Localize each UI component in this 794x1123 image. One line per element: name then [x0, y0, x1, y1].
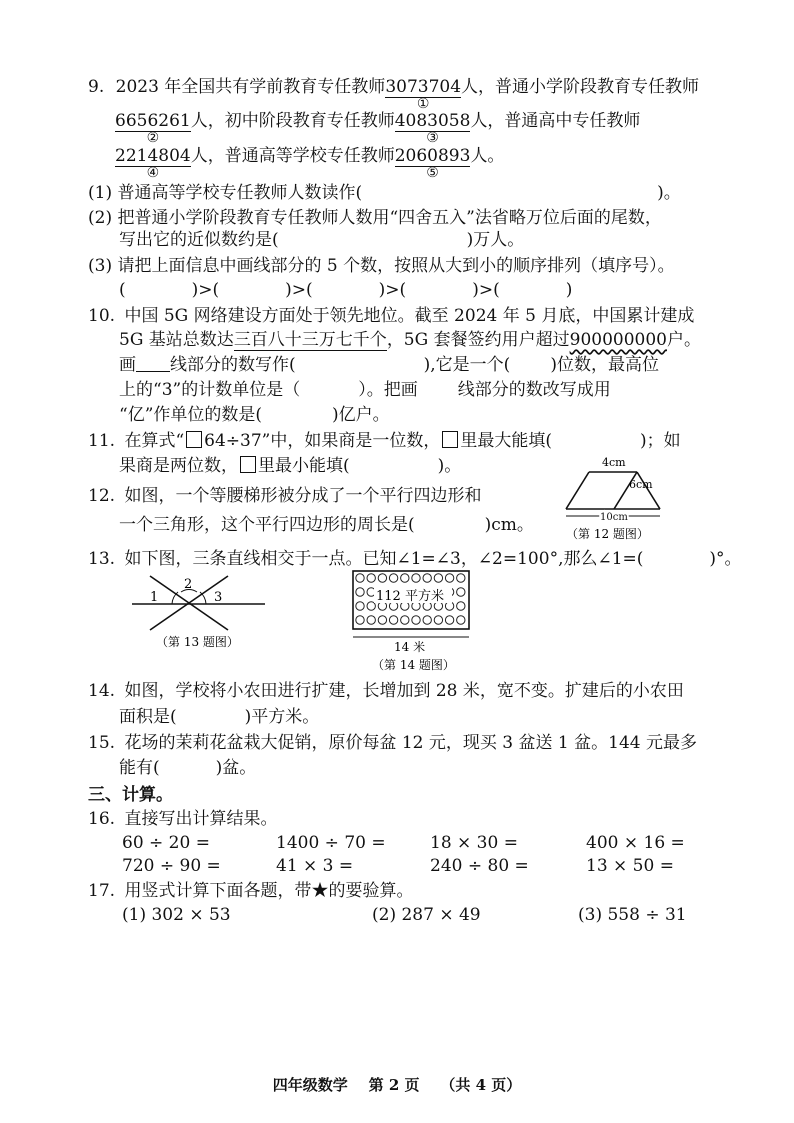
q9-line2: [115, 110, 641, 146]
calc-item: 60 ÷ 20 =: [122, 833, 210, 853]
vertical-calc-item: (3) 558 ÷ 31: [578, 905, 687, 925]
calc-item: 18 × 30 =: [430, 833, 518, 853]
underlined-number-1: 3073704 ①: [385, 77, 462, 112]
q12-number: 12.: [88, 486, 116, 506]
q14-line2: 面积是( )平方米。: [119, 707, 320, 727]
q9-number: 9.: [88, 77, 105, 97]
page-footer: 四年级数学 第 2 页 （共 4 页）: [272, 1076, 522, 1094]
q11-line2: 果商是两位数， 里最小能填( )。: [119, 456, 462, 476]
q16-row-1: [0, 832, 794, 854]
straight-line-sample: [136, 355, 170, 372]
q10-number: 10.: [88, 306, 116, 326]
q17-title: 17. 用竖式计算下面各题，带★的要验算。: [88, 881, 414, 901]
q9-text: 人。: [470, 146, 505, 166]
angle-label-3: 3: [214, 590, 223, 605]
blank-box: [442, 431, 458, 448]
wavy-line-sample: [418, 379, 458, 401]
underlined-number-2: 6656261 ②: [115, 111, 191, 146]
q12-line2: 一个三角形，这个平行四边形的周长是( )cm。: [119, 515, 534, 535]
q16-title: 16. 直接写出计算结果。: [88, 809, 278, 829]
q11-line1: 11. 在算式“ 64÷37”中，如果商是一位数， 里最大能填( )；如: [88, 431, 681, 451]
blank-box: [186, 431, 202, 448]
q10-line1: 10. 中国 5G 网络建设方面处于领先地位。截至 2024 年 5 月底，中国累计建成: [88, 306, 695, 326]
q9-part2: (2) 把普通小学阶段教育专任教师人数用“四舍五入”法省略万位后面的尾数，: [88, 208, 662, 228]
underlined-number-3: 4083058 ③: [394, 111, 471, 146]
calc-item: 41 × 3 =: [276, 856, 354, 876]
q9-line3: [115, 145, 505, 181]
circled-mark-5: ⑤: [426, 165, 439, 181]
q14-line1: 14. 如图，学校将小农田进行扩建，长增加到 28 米，宽不变。扩建后的小农田: [88, 681, 684, 701]
vertical-calc-item: (2) 287 × 49: [372, 905, 481, 925]
q16-number: 16.: [88, 809, 116, 829]
q17-items: [0, 904, 794, 926]
angle-label-2: 2: [184, 577, 193, 592]
q9-text: 人，普通小学阶段教育专任教师: [461, 77, 700, 97]
q13-number: 13.: [88, 549, 116, 569]
q9-text: 人，普通高中专任教师: [470, 111, 641, 131]
q10-line5: “亿”作单位的数是( )亿户。: [119, 405, 390, 425]
q9-text: 人，普通高等学校专任教师: [190, 146, 395, 166]
q9-text: 2023 年全国共有学前教育专任教师: [115, 77, 386, 97]
q10-line3: 画 线部分的数写作( ),它是一个( )位数，最高位: [119, 355, 659, 375]
calc-item: 400 × 16 =: [586, 833, 685, 853]
q9-part2b: 写出它的近似数约是( )万人。: [119, 230, 525, 250]
farmland-area-label: 112 平方米: [376, 589, 444, 604]
q14-caption: （第 14 题图）: [372, 658, 455, 672]
q13-line1: 13. 如下图，三条直线相交于一点。已知∠1=∠3，∠2=100°,那么∠1=( )°。: [88, 549, 742, 569]
trapezoid-left-edge: [566, 472, 589, 509]
calc-item: 240 ÷ 80 =: [430, 856, 529, 876]
q15-line2: 能有( )盆。: [119, 758, 257, 778]
circled-mark-4: ④: [146, 165, 160, 181]
q9-part3: (3) 请把上面信息中画线部分的 5 个数，按照从大到小的顺序排列（填序号）。: [88, 256, 675, 276]
q17-number: 17.: [88, 881, 116, 901]
angle-label-1: 1: [150, 590, 159, 605]
trapezoid-bottom-label: 10cm: [600, 512, 628, 523]
calc-item: 1400 ÷ 70 =: [276, 833, 386, 853]
intersecting-lines-figure: [130, 570, 280, 652]
q9-part1: (1) 普通高等学校专任教师人数读作( )。: [88, 183, 681, 203]
q15-line1: 15. 花场的茉莉花盆栽大促销，原价每盆 12 元，现买 3 盆送 1 盆。144 元最多: [88, 733, 697, 753]
q10-line4: 上的“3”的计数单位是（ ）。把画 线部分的数改写成用: [119, 380, 611, 400]
q13-caption: （第 13 题图）: [156, 635, 239, 649]
q16-row-2: [0, 855, 794, 877]
underlined-number-4: 2214804 ④: [115, 146, 191, 181]
blank-box: [240, 456, 256, 473]
q10-line2: 5G 基站总数达三百八十三万七千个，5G 套餐签约用户超过900000000户。: [119, 330, 701, 350]
q12-caption: （第 12 题图）: [566, 527, 649, 541]
q14-number: 14.: [88, 681, 116, 701]
trapezoid-side-label: 6cm: [629, 478, 653, 491]
wavy-underlined-number: 900000000: [569, 330, 667, 350]
underlined-number-text: 三百八十三万七千个: [233, 330, 387, 350]
q9-order-blanks[interactable]: ( )>( )>( )>( )>( ): [119, 280, 573, 300]
calc-item: 13 × 50 =: [586, 856, 674, 876]
q11-number: 11.: [88, 431, 116, 451]
q15-number: 15.: [88, 733, 116, 753]
circled-mark-2: ②: [146, 130, 160, 146]
section-3-heading: 三、计算。: [88, 785, 173, 805]
q9-line1: [88, 76, 700, 112]
vertical-calc-item: (1) 302 × 53: [122, 905, 231, 925]
calc-item: 720 ÷ 90 =: [122, 856, 221, 876]
trapezoid-figure: [560, 452, 670, 544]
trapezoid-top-label: 4cm: [602, 456, 626, 469]
underlined-number-5: 2060893 ⑤: [394, 146, 471, 181]
circled-mark-3: ③: [426, 130, 439, 146]
circled-mark-1: ①: [416, 96, 430, 112]
q12-line1: 12. 如图，一个等腰梯形被分成了一个平行四边形和: [88, 486, 482, 506]
q9-text: 人，初中阶段教育专任教师: [190, 111, 395, 131]
farmland-figure: [352, 567, 474, 673]
farmland-length-label: 14 米: [394, 640, 426, 654]
